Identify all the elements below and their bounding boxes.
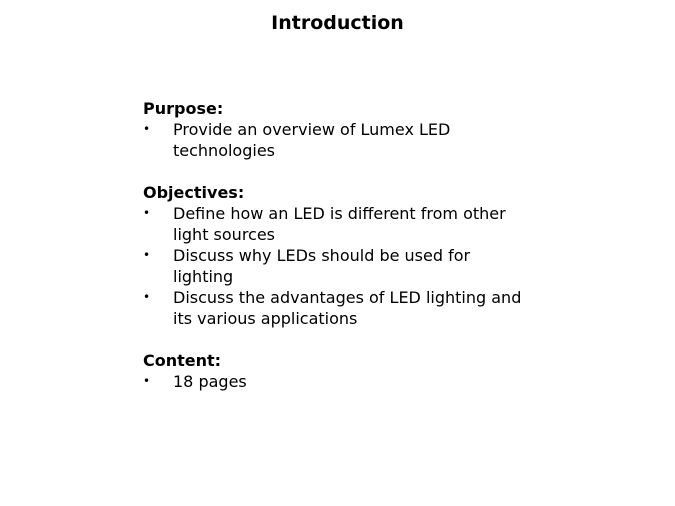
bullet-icon: • [143,248,151,262]
list-item-text: Provide an overview of Lumex LED technologies [173,120,451,160]
bullet-icon: • [143,206,151,220]
objectives-heading: Objectives: [143,183,245,202]
objectives-list [143,203,533,329]
list-item [143,371,533,392]
list-item-text: 18 pages [173,372,247,391]
objectives-section [143,182,533,329]
list-item [143,287,533,329]
list-item-text: Discuss why LEDs should be used for lighting [173,246,471,286]
purpose-list [143,119,533,161]
purpose-heading: Purpose: [143,99,224,118]
list-item [143,203,533,245]
content-list [143,371,533,392]
bullet-icon: • [143,290,151,304]
bullet-icon: • [143,374,151,388]
content-section [143,350,533,392]
list-item-text: Define how an LED is different from other light sources [173,204,506,244]
list-item-text: Discuss the advantages of LED lighting and its various applications [173,288,522,328]
slide-title: Introduction [271,12,404,34]
content-heading: Content: [143,351,222,370]
bullet-icon: • [143,122,151,136]
slide-content [143,98,533,413]
list-item [143,119,533,161]
list-item [143,245,533,287]
purpose-section [143,98,533,161]
